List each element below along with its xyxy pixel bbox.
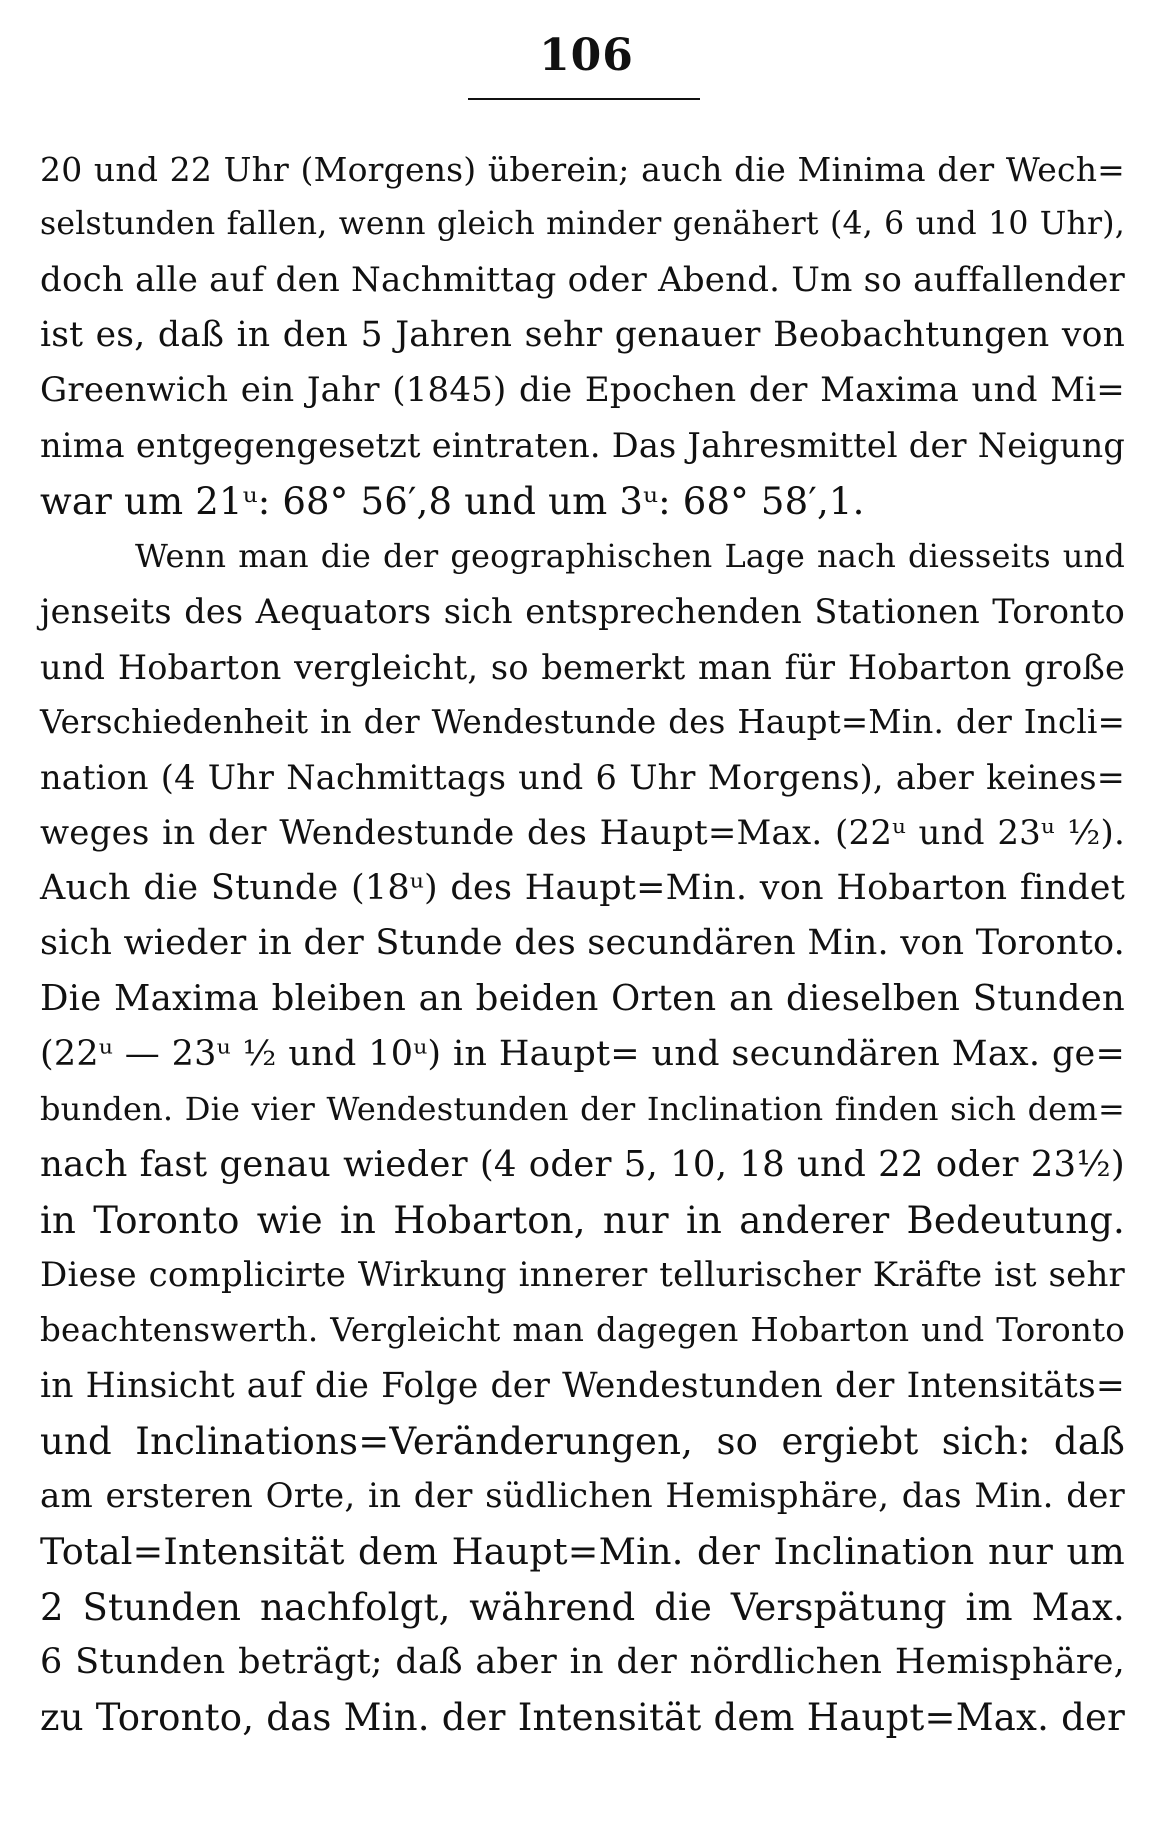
text-line: Auch die Stunde (18ᵘ) des Haupt=Min. von Hobarton findet — [40, 867, 1125, 908]
text-line: Verschiedenheit in der Wendestunde des Haupt=Min. der Incli= — [40, 702, 1125, 741]
text-line: beachtenswerth. Vergleicht man dagegen Hobarton und Toronto — [40, 1311, 1125, 1350]
text-line: Greenwich ein Jahr (1845) die Epochen der Maxima und Mi= — [40, 370, 1125, 411]
header-rule — [468, 98, 700, 100]
text-line: Die Maxima bleiben an beiden Orten an dieselben Stunden — [40, 978, 1125, 1020]
text-line: war um 21ᵘ: 68° 56′,8 und um 3ᵘ: 68° 58′,1. — [40, 479, 865, 523]
text-line: und Inclinations=Veränderungen, so ergiebt sich: daß — [40, 1419, 1125, 1463]
text-line: nach fast genau wieder (4 oder 5, 10, 18 und 22 oder 23½) — [40, 1144, 1125, 1186]
text-line: Wenn man die der geographischen Lage nach diesseits und — [135, 537, 1125, 576]
text-line: in Hinsicht auf die Folge der Wendestunden der Intensitäts= — [40, 1365, 1125, 1406]
text-line: sich wieder in der Stunde des secundären Min. von Toronto. — [40, 923, 1125, 964]
text-line: 2 Stunden nachfolgt, während die Verspätung im Max. — [40, 1585, 1125, 1629]
text-line: 20 und 22 Uhr (Morgens) überein; auch die Minima der Wech= — [40, 150, 1125, 189]
text-line: 6 Stunden beträgt; daß aber in der nördlichen Hemisphäre, — [40, 1642, 1125, 1683]
text-line: weges in der Wendestunde des Haupt=Max. (22ᵘ und 23ᵘ ½). — [40, 812, 1125, 853]
text-line: jenseits des Aequators sich entsprechenden Stationen Toronto — [40, 592, 1125, 632]
text-line: ist es, daß in den 5 Jahren sehr genauer Beobachtungen von — [40, 314, 1125, 355]
text-line: doch alle auf den Nachmittag oder Abend. Um so auffallender — [40, 259, 1125, 300]
body-text — [40, 142, 1125, 1746]
text-line: zu Toronto, das Min. der Intensität dem Haupt=Max. der — [40, 1696, 1125, 1740]
text-line: nima entgegengesetzt eintraten. Das Jahresmittel der Neigung — [40, 426, 1125, 466]
text-line: Total=Intensität dem Haupt=Min. der Inclination nur um — [40, 1530, 1125, 1574]
text-line: selstunden fallen, wenn gleich minder genähert (4, 6 und 10 Uhr), — [40, 206, 1125, 243]
text-line: in Toronto wie in Hobarton, nur in anderer Bedeutung. — [40, 1198, 1125, 1242]
text-line: Diese complicirte Wirkung innerer tellurischer Kräfte ist sehr — [40, 1254, 1125, 1295]
text-line: (22ᵘ — 23ᵘ ½ und 10ᵘ) in Haupt= und secundären Max. ge= — [40, 1033, 1125, 1074]
text-line: nation (4 Uhr Nachmittags und 6 Uhr Morgens), aber keines= — [40, 758, 1125, 798]
text-line: bunden. Die vier Wendestunden der Inclination finden sich dem= — [40, 1090, 1125, 1129]
page-number: 106 — [539, 30, 634, 81]
text-line: und Hobarton vergleicht, so bemerkt man für Hobarton große — [40, 647, 1125, 687]
text-line: am ersteren Orte, in der südlichen Hemisphäre, das Min. der — [40, 1476, 1125, 1517]
